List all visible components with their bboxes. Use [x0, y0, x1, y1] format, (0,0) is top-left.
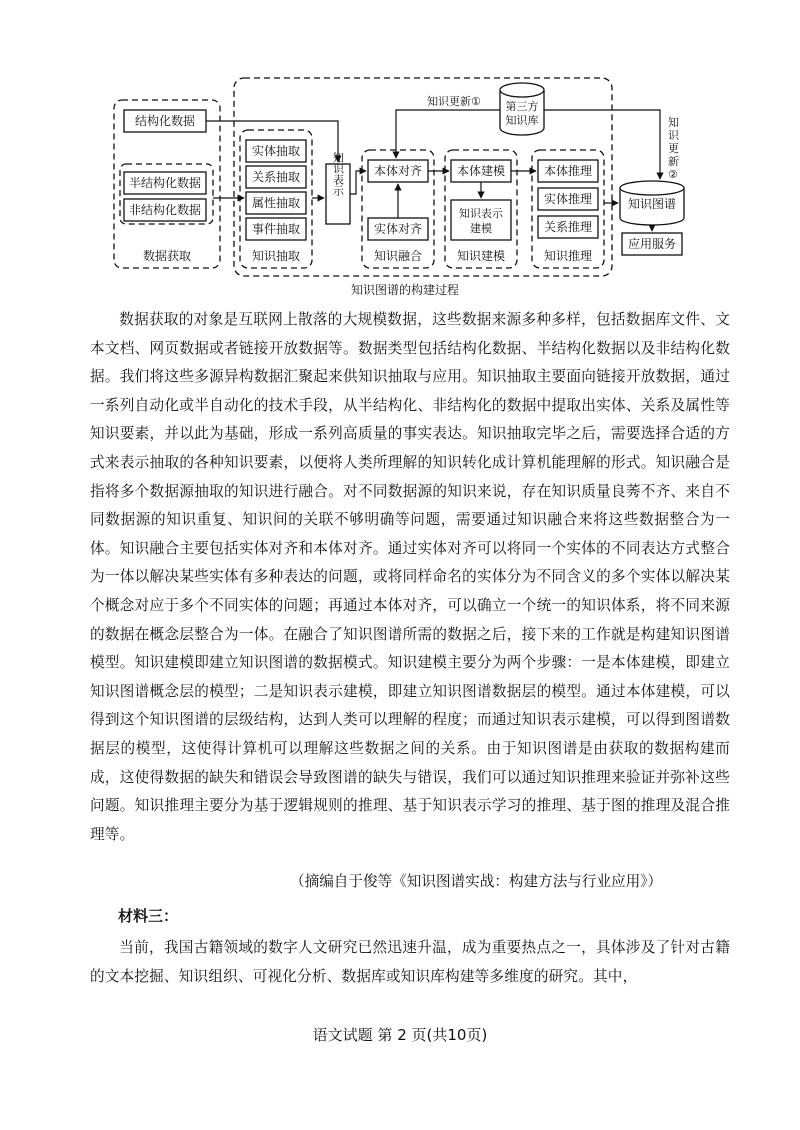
representation-label: 知识表示: [331, 152, 345, 196]
page-footer: 语文试题 第 2 页(共10页): [312, 1026, 488, 1044]
diagram-canvas: [100, 68, 700, 300]
ontology-modeling-label: 本体建模: [456, 164, 506, 178]
update-2-char-2: 识: [668, 129, 679, 142]
structured-data-label: 结构化数据: [134, 114, 196, 128]
entity-extraction-label: 实体抽取: [251, 144, 301, 158]
update-1-label: 知识更新①: [427, 95, 481, 108]
material-three-body: [90, 934, 730, 991]
entity-reasoning-label: 实体推理: [543, 192, 593, 206]
ontology-align-label: 本体对齐: [373, 164, 423, 178]
update-2-char-3: 更: [668, 142, 679, 155]
unstructured-data-label: 非结构化数据: [128, 203, 202, 217]
modeling-group-label: 知识建模: [456, 249, 506, 263]
source-citation: （摘编自于俊等《知识图谱实战：构建方法与行业应用》）: [290, 873, 663, 890]
article-body: [90, 306, 730, 849]
arrow-representation-to-fusion: [350, 171, 366, 194]
repr-modeling-label-line2: 建模: [470, 222, 492, 235]
attribute-extraction-label: 属性抽取: [251, 196, 301, 210]
reasoning-group-label: 知识推理: [543, 249, 593, 263]
paragraph-knowledge-graph-process: 数据获取的对象是互联网上散落的大规模数据，这些数据来源多种多样，包括数据库文件、文本文档、网页数据或者链接开放数据等。数据类型包括结构化数据、半结构化数据以及非结构化数据。我们将这些多源异构数据汇聚起来供知识抽取与应用。知识抽取主要面向链接开放数据，通过一系列自动化或半自动化的技术手段，从半结构化、非结构化的数据中提取出实体、关系及属性等知识要素，并以此为基础，形成一系列高质量的事实表达。知识抽取完毕之后，需要选择合适的方式来表示抽取的各种知识要素，以便将人类所理解的知识转化成计算机能理解的形式。知识融合是指将多个数据源抽取的知识进行融合。对不同数据源的知识来说，存在知识质量良莠不齐、来自不同数据源的知识重复、知识间的关联不够明确等问题，需要通过知识融合来将这些数据整合为一体。知识融合主要包括实体对齐和本体对齐。通过实体对齐可以将同一个实体的不同表达方式整合为一体以解决某些实体有多种表达的问题，或将同样命名的实体分为不同含义的多个实体以解决某个概念对应于多个不同实体的问题；再通过本体对齐，可以确立一个统一的知识体系，将不同来源的数据在概念层整合为一体。在融合了知识图谱所需的数据之后，接下来的工作就是构建知识图谱模型。知识建模即建立知识图谱的数据模式。知识建模主要分为两个步骤：一是本体建模，即建立知识图谱概念层的模型；二是知识表示建模，即建立知识图谱数据层的模型。通过本体建模，可以得到这个知识图谱的层级结构，达到人类可以理解的程度；而通过知识表示建模，可以得到图谱数据层的模型，这使得计算机可以理解这些数据之间的关系。由于知识图谱是由获取的数据构建而成，这使得数据的缺失和错误会导致图谱的缺失与错误，我们可以通过知识推理来验证并弥补这些问题。知识推理主要分为基于逻辑规则的推理、基于知识表示学习的推理、基于图的推理及混合推理等。: [90, 311, 730, 843]
fusion-group-label: 知识融合: [373, 249, 423, 263]
material-three-title: 材料三：: [118, 907, 179, 925]
data-acquisition-label: 数据获取: [142, 249, 192, 263]
relation-extraction-label: 关系抽取: [251, 170, 301, 184]
extraction-group-label: 知识抽取: [251, 249, 301, 263]
application-label: 应用服务: [627, 237, 677, 251]
update-2-char-1: 知: [668, 116, 679, 129]
update-2-char-5: ②: [668, 168, 678, 181]
update-2-char-4: 新: [668, 155, 679, 168]
paragraph-ancient-books: 当前，我国古籍领域的数字人文研究已然迅速升温，成为重要热点之一，具体涉及了针对古籍的文本挖掘、知识组织、可视化分析、数据库或知识库构建等多维度的研究。其中，: [90, 939, 730, 985]
relation-reasoning-label: 关系推理: [543, 220, 593, 234]
repr-modeling-label-line1: 知识表示: [459, 207, 503, 220]
diagram-caption: 知识图谱的构建过程: [350, 283, 460, 297]
semi-structured-data-label: 半结构化数据: [128, 176, 202, 190]
knowledge-graph-construction-diagram: [100, 68, 700, 300]
arrow-update-1: [396, 110, 500, 158]
event-extraction-label: 事件抽取: [251, 222, 301, 236]
third-party-kb-label-1: 第三方: [505, 100, 539, 113]
ontology-reasoning-label: 本体推理: [543, 164, 593, 178]
entity-align-label: 实体对齐: [373, 222, 423, 236]
third-party-kb-label-2: 知识库: [505, 114, 539, 127]
knowledge-graph-label: 知识图谱: [627, 197, 677, 211]
